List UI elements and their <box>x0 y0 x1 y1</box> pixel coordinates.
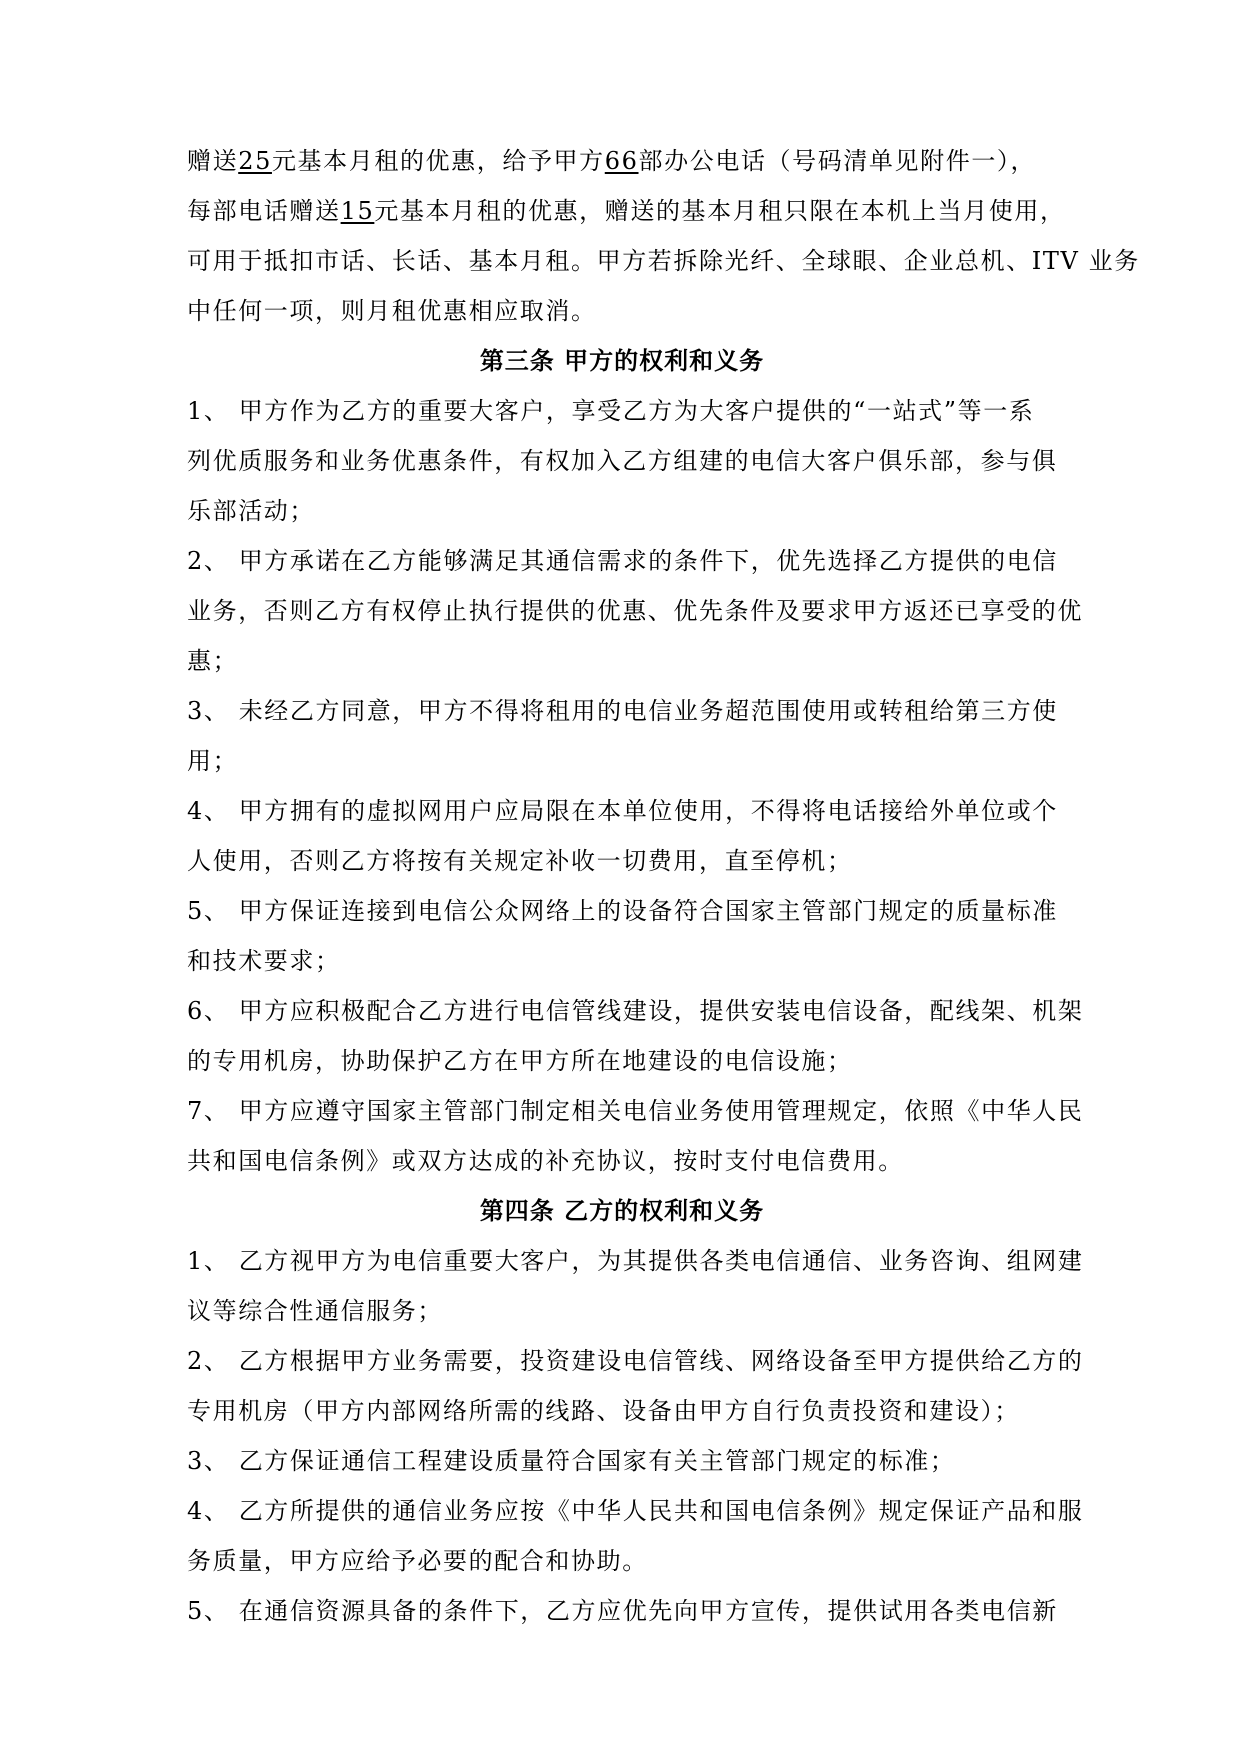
article-3-line: 用； <box>187 747 239 775</box>
article-4-line: 5、 在通信资源具备的条件下，乙方应优先向甲方宣传，提供试用各类电信新 <box>187 1597 1058 1625</box>
intro-line-3: 可用于抵扣市话、长话、基本月租。甲方若拆除光纤、全球眼、企业总机、ITV 业务 <box>187 247 1140 275</box>
intro-line-1 <box>187 136 1057 186</box>
article-4-line: 3、 乙方保证通信工程建设质量符合国家有关主管部门规定的标准； <box>187 1447 956 1475</box>
phone-count-66: 66 <box>604 147 639 175</box>
article-3-line: 人使用，否则乙方将按有关规定补收一切费用，直至停机； <box>187 847 853 875</box>
article-4-line: 2、 乙方根据甲方业务需要，投资建设电信管线、网络设备至甲方提供给乙方的 <box>187 1347 1084 1375</box>
article-3-line: 列优质服务和业务优惠条件，有权加入乙方组建的电信大客户俱乐部，参与俱 <box>187 447 1058 475</box>
amount-25: 25 <box>238 147 272 175</box>
article-4-line: 4、 乙方所提供的通信业务应按《中华人民共和国电信条例》规定保证产品和服 <box>187 1497 1084 1525</box>
article-3-line: 业务，否则乙方有权停止执行提供的优惠、优先条件及要求甲方返还已享受的优 <box>187 597 1083 625</box>
article-4-line: 1、 乙方视甲方为电信重要大客户，为其提供各类电信通信、业务咨询、组网建 <box>187 1247 1084 1275</box>
article-3-line: 7、 甲方应遵守国家主管部门制定相关电信业务使用管理规定，依照《中华人民 <box>187 1097 1084 1125</box>
article-3-line: 惠； <box>187 647 239 675</box>
article-4-heading: 第四条 乙方的权利和义务 <box>479 1196 765 1225</box>
article-3-line: 6、 甲方应积极配合乙方进行电信管线建设，提供安装电信设备，配线架、机架 <box>187 997 1084 1025</box>
article-3-line: 和技术要求； <box>187 947 341 975</box>
article-3-line: 乐部活动； <box>187 497 315 525</box>
intro-line-4: 中任何一项，则月租优惠相应取消。 <box>187 297 597 325</box>
text-run: 元基本月租的优惠，给予甲方 <box>271 147 605 175</box>
article-4-line: 务质量，甲方应给予必要的配合和协助。 <box>187 1547 648 1575</box>
intro-line-2 <box>187 186 1066 236</box>
article-3-line: 3、 未经乙方同意，甲方不得将租用的电信业务超范围使用或转租给第三方使 <box>187 697 1058 725</box>
article-4-line: 专用机房（甲方内部网络所需的线路、设备由甲方自行负责投资和建设）； <box>187 1397 1020 1425</box>
text-run: 每部电话赠送 <box>187 197 341 225</box>
article-3-heading: 第三条 甲方的权利和义务 <box>479 346 765 375</box>
text-run: 元基本月租的优惠，赠送的基本月租只限在本机上当月使用， <box>374 197 1066 225</box>
article-3-line: 的专用机房，协助保护乙方在甲方所在地建设的电信设施； <box>187 1047 853 1075</box>
article-3-line: 2、 甲方承诺在乙方能够满足其通信需求的条件下，优先选择乙方提供的电信 <box>187 547 1058 575</box>
text-run: 赠送 <box>187 147 239 175</box>
text-run: 部办公电话（号码清单见附件一）， <box>638 147 1037 175</box>
amount-15: 15 <box>340 197 375 225</box>
article-3-line: 5、 甲方保证连接到电信公众网络上的设备符合国家主管部门规定的质量标准 <box>187 897 1058 925</box>
article-3-line: 4、 甲方拥有的虚拟网用户应局限在本单位使用，不得将电话接给外单位或个 <box>187 797 1058 825</box>
article-3-line: 共和国电信条例》或双方达成的补充协议，按时支付电信费用。 <box>187 1147 904 1175</box>
article-4-line: 议等综合性通信服务； <box>187 1297 443 1325</box>
article-3-line: 1、 甲方作为乙方的重要大客户，享受乙方为大客户提供的“一站式”等一系 <box>187 397 1035 425</box>
